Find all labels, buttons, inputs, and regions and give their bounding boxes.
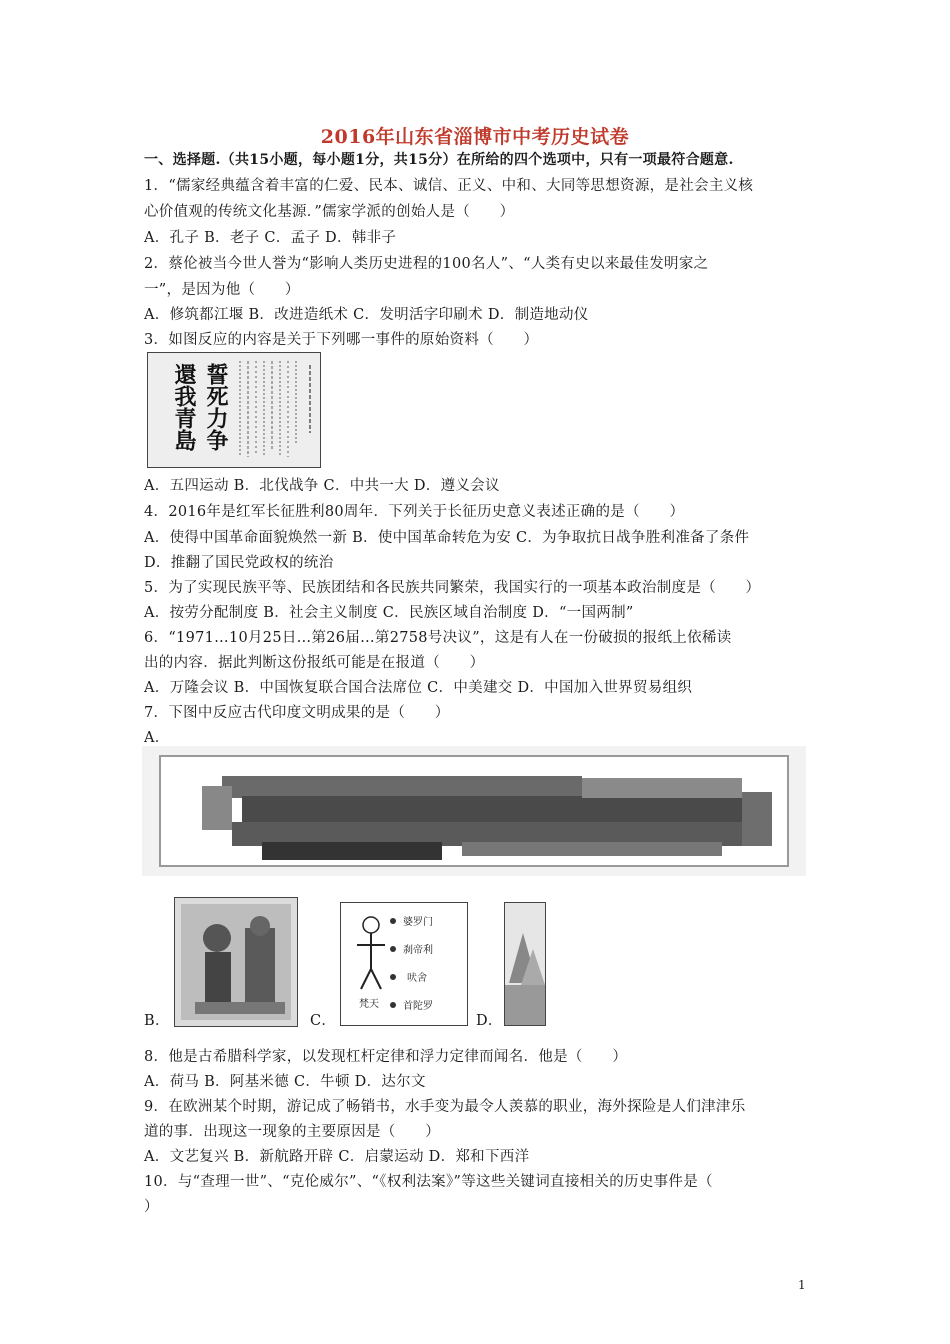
q7-image-d bbox=[504, 902, 546, 1026]
q1-line1: 1．“儒家经典蕴含着丰富的仁爱、民本、诚信、正义、中和、大同等思想资源，是社会主义核 bbox=[144, 178, 754, 194]
q8-options: A．荷马 B．阿基米德 C．牛顿 D．达尔文 bbox=[144, 1074, 426, 1090]
caste-label-3: 吠舍 bbox=[407, 973, 427, 984]
q3-line1: 3．如图反应的内容是关于下列哪一事件的原始资料（ ） bbox=[144, 332, 539, 348]
q10-line1: 10．与“查理一世”、“克伦威尔”、“《权利法案》”等这些关键词直接相关的历史事件是（ bbox=[144, 1174, 713, 1190]
section-header: 一、选择题.（共15小题，每小题1分，共15分）在所给的四个选项中，只有一项最符合题意. bbox=[144, 152, 734, 168]
caste-center-label: 梵天 bbox=[359, 999, 379, 1010]
q9-line2: 道的事．出现这一现象的主要原因是（ ） bbox=[144, 1124, 440, 1140]
q7-image-c bbox=[340, 902, 468, 1026]
q3-options: A．五四运动 B．北伐战争 C．中共一大 D．遵义会议 bbox=[144, 478, 500, 494]
q1-options: A．孔子 B．老子 C．孟子 D．韩非子 bbox=[144, 230, 397, 246]
q6-line1: 6．“1971…10月25日…第26届…第2758号决议”，这是有人在一份破损的报纸上依稀读 bbox=[144, 630, 732, 646]
q7-label-c: C． bbox=[310, 1013, 337, 1029]
caste-label-4: 首陀罗 bbox=[403, 1001, 433, 1012]
q8-line1: 8．他是古希腊科学家，以发现杠杆定律和浮力定律而闻名．他是（ ） bbox=[144, 1049, 628, 1065]
q9-line1: 9．在欧洲某个时期，游记成了畅销书，水手变为最令人羡慕的职业，海外探险是人们津津乐 bbox=[144, 1099, 746, 1115]
q3-newspaper-image bbox=[147, 352, 321, 468]
q7-label-a: A． bbox=[144, 730, 170, 746]
option-a-artifact-graphic bbox=[142, 746, 806, 876]
q4-line1: 4．2016年是红军长征胜利80周年．下列关于长征历史意义表述正确的是（ ） bbox=[144, 504, 685, 520]
q6-line2: 出的内容．据此判断这份报纸可能是在报道（ ） bbox=[144, 655, 485, 671]
q5-options: A．按劳分配制度 B．社会主义制度 C．民族区域自治制度 D．“一国两制” bbox=[144, 605, 634, 621]
caste-label-1: 婆罗门 bbox=[403, 917, 433, 928]
option-d-pyramid-graphic bbox=[505, 903, 545, 1025]
q2-options: A．修筑都江堰 B．改进造纸术 C．发明活字印刷术 D．制造地动仪 bbox=[144, 307, 589, 323]
q5-line1: 5．为了实现民族平等、民族团结和各民族共同繁荣，我国实行的一项基本政治制度是（ ） bbox=[144, 580, 761, 596]
q2-line1: 2．蔡伦被当今世人誉为“影响人类历史进程的100名人”、“人类有史以来最佳发明家之 bbox=[144, 256, 709, 272]
option-b-stele-graphic bbox=[175, 898, 297, 1026]
q4-line3: D．推翻了国民党政权的统治 bbox=[144, 555, 334, 571]
q7-label-b: B． bbox=[144, 1013, 170, 1029]
q7-image-a bbox=[142, 746, 806, 876]
newspaper-text-texture bbox=[148, 353, 320, 467]
q1-line2: 心价值观的传统文化基源．”儒家学派的创始人是（ ） bbox=[144, 204, 515, 220]
page-title: 2016年山东省淄博市中考历史试卷 bbox=[320, 126, 630, 148]
q2-line2: 一”，是因为他（ ） bbox=[144, 282, 300, 298]
caste-label-2: 刹帝利 bbox=[403, 945, 433, 956]
q10-line2: ） bbox=[144, 1199, 159, 1215]
q4-line2: A．使得中国革命面貌焕然一新 B．使中国革命转危为安 C．为争取抗日战争胜利准备了条件 bbox=[144, 530, 750, 546]
page-number: 1 bbox=[798, 1278, 806, 1292]
q7-line1: 7．下图中反应古代印度文明成果的是（ ） bbox=[144, 705, 450, 721]
q9-options: A．文艺复兴 B．新航路开辟 C．启蒙运动 D．郑和下西洋 bbox=[144, 1149, 530, 1165]
q6-options: A．万隆会议 B．中国恢复联合国合法席位 C．中美建交 D．中国加入世界贸易组织 bbox=[144, 680, 693, 696]
newspaper-slogan-col1: 誓死力争 bbox=[203, 363, 229, 451]
q7-label-d: D． bbox=[476, 1013, 503, 1029]
newspaper-slogan-col2: 還我青島 bbox=[171, 363, 197, 451]
q7-image-b bbox=[174, 897, 298, 1027]
